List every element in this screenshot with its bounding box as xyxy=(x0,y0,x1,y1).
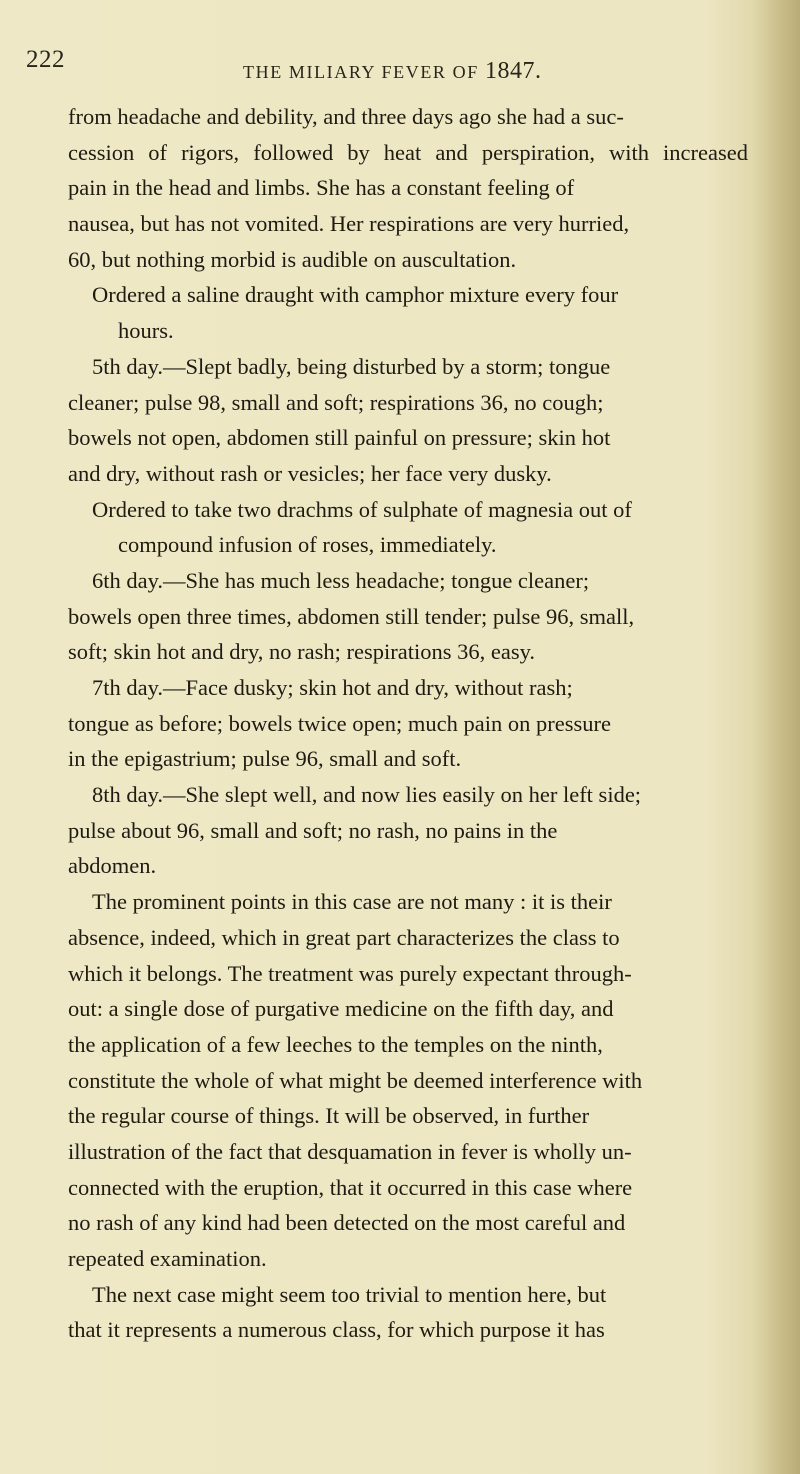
running-title-year: 1847. xyxy=(484,58,542,84)
text-line: hours. xyxy=(118,318,174,344)
text-line: 6th day.—She has much less headache; tongue cleaner; xyxy=(92,567,590,593)
text-line: bowels not open, abdomen still painful on pressure; skin hot xyxy=(68,425,611,451)
text-line: The prominent points in this case are not many : it is their xyxy=(92,889,612,915)
text-line: 7th day.—Face dusky; skin hot and dry, without rash; xyxy=(92,675,573,700)
text-line: compound infusion of roses, immediately. xyxy=(118,532,497,558)
text-line: the application of a few leeches to the temples on the ninth, xyxy=(68,1031,603,1057)
text-line: the regular course of things. It will be observed, in further xyxy=(68,1103,590,1129)
text-line: absence, indeed, which in great part characterizes the class to xyxy=(68,924,620,950)
text-line: repeated examination. xyxy=(68,1246,267,1271)
text-line: cession of rigors, followed by heat and perspiration, with increased xyxy=(68,139,748,165)
text-line: which it belongs. The treatment was purely expectant through- xyxy=(68,960,632,986)
text-line: no rash of any kind had been detected on the most careful and xyxy=(68,1210,626,1236)
text-line: 5th day.—Slept badly, being disturbed by a storm; tongue xyxy=(92,353,611,379)
text-line: pulse about 96, small and soft; no rash, no pains in the xyxy=(68,817,558,843)
text-line: nausea, but has not vomited. Her respirations are very hurried, xyxy=(68,211,630,237)
text-line: The next case might seem too trivial to mention here, but xyxy=(92,1281,607,1307)
text-line: cleaner; pulse 98, small and soft; respirations 36, no cough; xyxy=(68,389,604,415)
text-line: tongue as before; bowels twice open; much pain on pressure xyxy=(68,710,611,736)
text-line: pain in the head and limbs. She has a constant feeling of xyxy=(68,175,575,201)
text-line: out: a single dose of purgative medicine on the fifth day, and xyxy=(68,996,614,1022)
text-line: abdomen. xyxy=(68,853,157,879)
text-line: constitute the whole of what might be deemed interference with xyxy=(68,1067,643,1093)
body-text xyxy=(68,99,748,1348)
running-head xyxy=(243,58,541,85)
text-line: soft; skin hot and dry, no rash; respirations 36, easy. xyxy=(68,639,536,665)
text-line: Ordered a saline draught with camphor mixture every four xyxy=(92,282,619,308)
page-number: 222 xyxy=(26,46,65,73)
text-line: and dry, without rash or vesicles; her face very dusky. xyxy=(68,460,552,486)
running-title: THE MILIARY FEVER OF xyxy=(243,62,479,82)
text-line: from headache and debility, and three days ago she had a suc- xyxy=(68,104,624,129)
text-line: Ordered to take two drachms of sulphate of magnesia out of xyxy=(92,496,632,522)
text-line: in the epigastrium; pulse 96, small and soft. xyxy=(68,746,462,772)
text-line: illustration of the fact that desquamation in fever is wholly un- xyxy=(68,1138,632,1164)
text-line: that it represents a numerous class, for which purpose it has xyxy=(68,1317,605,1343)
text-line: 8th day.—She slept well, and now lies easily on her left side; xyxy=(92,782,642,808)
text-line: bowels open three times, abdomen still tender; pulse 96, small, xyxy=(68,603,635,629)
text-line: connected with the eruption, that it occurred in this case where xyxy=(68,1174,633,1200)
text-line: 60, but nothing morbid is audible on auscultation. xyxy=(68,246,517,272)
